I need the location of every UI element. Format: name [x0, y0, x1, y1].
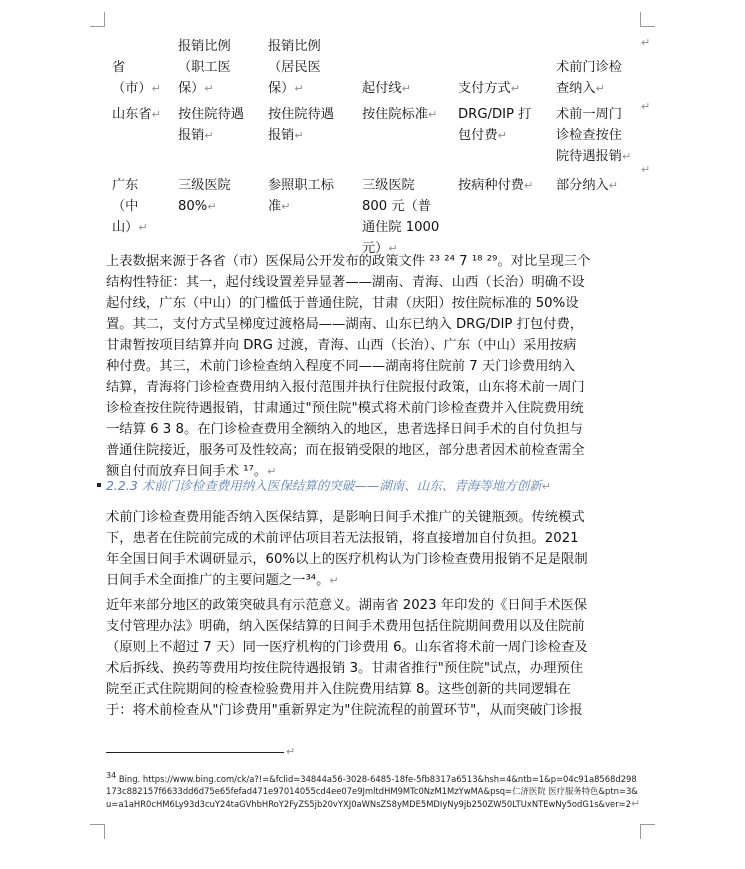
header-line: 查纳入 — [556, 81, 596, 96]
cell-line: 术前一周门 — [556, 107, 622, 122]
section-heading-2-2-3 — [106, 476, 646, 494]
cell-end-mark: ↵ — [151, 108, 161, 121]
paragraph-line: 年全国日间手术调研显示，60%以上的医疗机构认为门诊检查费用报销不足是限制 — [106, 552, 588, 567]
paragraph-line: 下，患者在住院前完成的术前评估项目若无法报销，将直接增加自付负担。2021 — [106, 531, 579, 546]
paragraph-bottleneck — [106, 507, 642, 591]
cell-line: 通住院 1000 — [362, 220, 440, 235]
cell-end-mark: ↵ — [497, 129, 507, 142]
header-line: 报销比例 — [268, 39, 321, 54]
cell-end-mark: ↵ — [427, 108, 438, 121]
cell-end-mark: ↵ — [388, 242, 398, 255]
cell-line: 三级医院 — [178, 178, 231, 193]
cell-end-mark: ↵ — [294, 129, 304, 142]
table-cell — [452, 167, 550, 259]
cell-end-mark: ↵ — [207, 200, 217, 213]
paragraph-line: 上表数据来源于各省（市）医保局公开发布的政策文件 ²³ ²⁴ 7 ¹⁸ ²⁹。对比呈现三个 — [106, 254, 591, 269]
cell-line: 按住院标准 — [362, 107, 428, 122]
cell-line: 准 — [268, 199, 282, 214]
crop-mark-bottom-right — [640, 824, 655, 839]
paragraph-line: 置。其二，支付方式呈梯度过渡格局——湖南、山东已纳入 DRG/DIP 打包付费， — [106, 317, 584, 332]
cell-line: 报销 — [268, 128, 295, 143]
cell-end-mark: ↵ — [523, 179, 534, 192]
paragraph-policy-breakthrough — [106, 595, 642, 721]
paragraph-line: 院至正式住院期间的检查检验费用并入住院费用结算 8。这些创新的共同逻辑在 — [106, 682, 571, 697]
table-row — [106, 167, 646, 259]
footnote-number: 34 — [106, 771, 117, 781]
paragraph-table-analysis — [106, 251, 642, 482]
paragraph-mark: ↵ — [286, 745, 296, 758]
header-line: 术前门诊检 — [556, 60, 622, 75]
table-cell — [550, 167, 646, 259]
table-cell — [356, 167, 452, 259]
cell-line: 按住院待遇 — [178, 107, 244, 122]
paragraph-line: 支付管理办法》明确，纳入医保结算的日间手术费用包括住院期间费用以及住院前 — [106, 619, 585, 634]
cell-line: 广东 — [112, 178, 139, 193]
paragraph-line: 甘肃暂按项目结算并向 DRG 过渡，青海、山西（长治）、广东（中山）采用按病 — [106, 338, 577, 353]
policy-table — [106, 36, 646, 259]
cell-line: 按住院待遇 — [268, 107, 334, 122]
paragraph-line: 结构性特征：其一，起付线设置差异显著——湖南、青海、山西（长治）明确不设 — [106, 275, 585, 290]
paragraph-line: 诊检查按住院待遇报销，甘肃通过"预住院"模式将术前门诊检查费并入住院费用统 — [106, 401, 584, 416]
paragraph-line: 近年来部分地区的政策突破具有示范意义。湖南省 2023 年印发的《日间手术医保 — [106, 598, 588, 613]
cell-line: 三级医院 — [362, 178, 415, 193]
footnote-link-text: Bing. https://www.bing.com/ck/a?!=&fclid=34844a56-3028-6485-18fe-5fb8317a6513&hsh=4&ntb=1&p=04c91a8568d298173c882157f6633dd6d75e65fefad471e97014055cd4ee07e9JmltdHM9MTc0NzM1MzYwMA&psq=仁济医院 医疗服务特色&ptn=3&u=a1aHR0cHM6Ly93d3cuY24taGVhbHRoY2FyZS5jb20vYXJ0aWNsZS8yMDE5MDIyNy9jb250ZW50LTUxNTEwNy5odG1s&ver=2 — [106, 774, 638, 809]
table-cell — [172, 99, 262, 167]
cell-end-mark: ↵ — [510, 82, 520, 95]
heading-text: 2.2.3 术前门诊检查费用纳入医保结算的突破——湖南、山东、青海等地方创新 — [106, 478, 542, 493]
row-end-mark: ↵ — [641, 100, 651, 113]
cell-end-mark: ↵ — [608, 179, 618, 192]
row-end-mark: ↵ — [641, 163, 651, 176]
paragraph-mark: ↵ — [541, 480, 551, 493]
table-cell — [106, 99, 172, 167]
cell-line: 山东省 — [112, 107, 152, 122]
cell-end-mark: ↵ — [294, 82, 304, 95]
header-line: （职工医 — [178, 60, 231, 75]
table-cell — [550, 99, 646, 167]
cell-end-mark: ↵ — [401, 82, 411, 95]
cell-line: 包付费 — [458, 128, 498, 143]
header-line: 保） — [268, 81, 295, 96]
cell-line: 参照职工标 — [268, 178, 334, 193]
header-line: 报销比例 — [178, 39, 231, 54]
crop-mark-top-left — [90, 12, 105, 27]
footnote-separator — [106, 752, 284, 753]
cell-line: 山） — [112, 220, 139, 235]
crop-mark-top-right — [640, 12, 655, 27]
paragraph-mark: ↵ — [630, 796, 641, 810]
paragraph-line: 于：将术前检查从"门诊费用"重新界定为"住院流程的前置环节"，从而突破门诊报 — [106, 703, 583, 718]
paragraph-line: 日间手术全面推广的主要问题之一³⁴。 — [106, 573, 330, 588]
table-cell — [262, 99, 356, 167]
table-row — [106, 99, 646, 167]
table-cell — [106, 167, 172, 259]
paragraph-line: 术后拆线、换药等费用均按住院待遇报销 3。甘肃省推行"预住院"试点，办理预住 — [106, 661, 584, 676]
cell-line: 80% — [178, 199, 208, 214]
cell-line: 诊检查按住 — [556, 128, 622, 143]
cell-end-mark: ↵ — [595, 82, 605, 95]
header-line: （市） — [112, 81, 152, 96]
cell-line: 报销 — [178, 128, 205, 143]
cell-end-mark: ↵ — [151, 82, 161, 95]
heading-bullet-icon — [97, 483, 101, 487]
header-line: 保） — [178, 81, 205, 96]
paragraph-line: 一结算 6 3 8。在门诊检查费用全额纳入的地区，患者选择日间手术的自付负担与 — [106, 422, 583, 437]
header-line: 省 — [112, 60, 126, 75]
header-line: 起付线 — [362, 81, 402, 96]
table-cell — [172, 167, 262, 259]
cell-line: 部分纳入 — [556, 178, 609, 193]
paragraph-mark: ↵ — [267, 465, 277, 478]
table-header-cell — [106, 36, 172, 99]
table-header-row — [106, 36, 646, 99]
paragraph-line: 术前门诊检查费用能否纳入医保结算，是影响日间手术推广的关键瓶颈。传统模式 — [106, 510, 585, 525]
table-cell — [262, 167, 356, 259]
cell-end-mark: ↵ — [204, 129, 214, 142]
cell-end-mark: ↵ — [138, 221, 148, 234]
row-end-mark: ↵ — [641, 36, 651, 49]
table-cell — [452, 99, 550, 167]
paragraph-line: 额自付而放弃日间手术 ¹⁷。 — [106, 464, 268, 479]
crop-mark-bottom-left — [90, 824, 105, 839]
header-line: 支付方式 — [458, 81, 511, 96]
paragraph-line: （原则上不超过 7 天）同一医疗机构的门诊费用 6。山东省将术前一周门诊检查及 — [106, 640, 588, 655]
cell-line: DRG/DIP 打 — [458, 107, 532, 122]
cell-line: 院待遇报销 — [556, 149, 622, 164]
paragraph-mark: ↵ — [329, 574, 339, 587]
table-cell — [356, 99, 452, 167]
cell-line: 元） — [362, 241, 389, 256]
cell-line: （中 — [112, 199, 139, 214]
cell-line: 800 元（普 — [362, 199, 431, 214]
cell-end-mark: ↵ — [621, 150, 632, 163]
paragraph-line: 结算，青海将门诊检查费用纳入报付范围并执行住院报付政策，山东将术前一周门 — [106, 380, 585, 395]
cell-end-mark: ↵ — [204, 82, 214, 95]
header-line: （居民医 — [268, 60, 321, 75]
cell-line: 按病种付费 — [458, 178, 524, 193]
footnote-34 — [106, 773, 642, 810]
paragraph-line: 起付线，广东（中山）的门槛低于普通住院，甘肃（庆阳）按住院标准的 50%设 — [106, 296, 579, 311]
table-header-cell — [356, 36, 452, 99]
cell-end-mark: ↵ — [281, 200, 291, 213]
paragraph-line: 种付费。其三，术前门诊检查纳入程度不同——湖南将住院前 7 天门诊费用纳入 — [106, 359, 576, 374]
table-header-cell — [452, 36, 550, 99]
table-header-cell — [172, 36, 262, 99]
table-header-cell — [262, 36, 356, 99]
table-header-cell — [550, 36, 646, 99]
paragraph-line: 普通住院接近，服务可及性较高；而在报销受限的地区，部分患者因术前检查需全 — [106, 443, 585, 458]
